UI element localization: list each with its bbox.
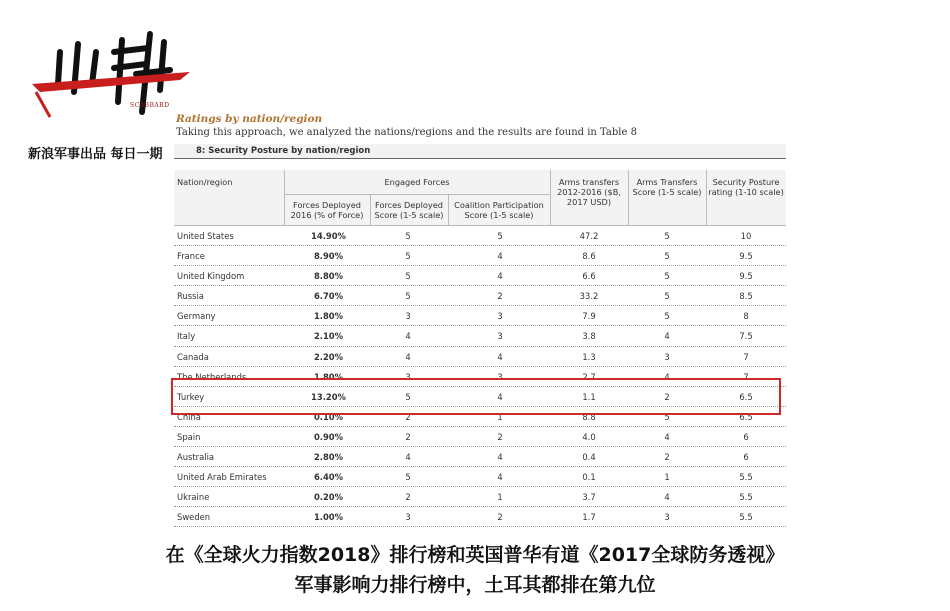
- table-cell: 5: [664, 411, 670, 422]
- table-cell: United Kingdom: [177, 271, 245, 282]
- table-cell: France: [177, 251, 205, 262]
- table-row: [174, 246, 786, 266]
- table-cell: 0.90%: [313, 431, 344, 442]
- table-row: [174, 286, 786, 306]
- table-cell: Turkey: [177, 391, 205, 402]
- table-cell: 5.5: [739, 512, 753, 523]
- table-cell: Sweden: [177, 512, 211, 523]
- table-caption: 8: Security Posture by nation/region: [196, 146, 371, 156]
- table-cell: 6.40%: [313, 472, 344, 483]
- header-nation: Nation/region: [177, 177, 233, 187]
- caption-rule: [174, 158, 786, 159]
- table-cell: 6: [743, 431, 749, 442]
- table-cell: 0.20%: [313, 492, 344, 503]
- table-cell: 1.80%: [313, 371, 344, 382]
- table-cell: 5: [405, 271, 411, 282]
- table-cell: 2: [664, 452, 670, 463]
- table-cell: 3: [405, 371, 411, 382]
- table-cell: 8.6: [582, 251, 596, 262]
- table-cell: 4: [405, 351, 411, 362]
- table-cell: 0.1: [582, 472, 596, 483]
- table-cell: 0.10%: [313, 411, 344, 422]
- table-cell: 6.5: [739, 391, 753, 402]
- table-cell: United States: [177, 231, 234, 241]
- table-cell: Ukraine: [177, 492, 210, 503]
- table-cell: 10: [740, 231, 752, 241]
- table-cell: 13.20%: [311, 391, 346, 402]
- table-cell: 3: [497, 331, 503, 342]
- table-cell: 5: [664, 311, 670, 322]
- table-cell: 6: [743, 452, 749, 463]
- table-cell: 3: [497, 371, 503, 382]
- table-cell: 1.3: [582, 351, 596, 362]
- table-cell: 2: [405, 431, 411, 442]
- table-cell: 4: [497, 271, 503, 282]
- table-cell: 2.20%: [313, 351, 344, 362]
- table-cell: 2.80%: [313, 452, 344, 463]
- table-cell: 5: [497, 231, 503, 241]
- table-body: [174, 226, 786, 527]
- table-cell: 4: [497, 391, 503, 402]
- header-forces-score: Forces Deployed Score (1-5 scale): [374, 200, 444, 220]
- table-cell: The Netherlands: [177, 371, 247, 382]
- table-cell: 4: [405, 452, 411, 463]
- table-cell: 1.80%: [313, 311, 344, 322]
- table-cell: Germany: [177, 311, 216, 322]
- table-cell: Canada: [177, 351, 209, 362]
- caption-line-2: 军事影响力排行榜中，土耳其都排在第九位: [294, 574, 656, 596]
- header-security-rating: Security Posture rating (1-10 scale): [708, 177, 784, 197]
- section-title: Ratings by nation/region: [176, 113, 323, 125]
- table-cell: 2: [497, 431, 503, 442]
- table-cell: 4: [497, 351, 503, 362]
- table-cell: 7.9: [582, 311, 596, 322]
- table-cell: 5: [405, 472, 411, 483]
- header-coalition: Coalition Participation Score (1-5 scale): [454, 200, 544, 220]
- table-cell: United Arab Emirates: [177, 472, 267, 483]
- header-arms-transfers: Arms transfers 2012-2016 ($B, 2017 USD): [557, 177, 621, 207]
- table-cell: 2.10%: [313, 331, 344, 342]
- table-cell: 3: [664, 512, 670, 523]
- table-cell: 4: [664, 492, 670, 503]
- table-cell: 33.2: [579, 291, 599, 302]
- table-cell: 47.2: [579, 231, 599, 241]
- table-cell: 4: [664, 371, 670, 382]
- table-cell: 4: [497, 251, 503, 262]
- table-cell: 2.7: [582, 371, 596, 382]
- table-row: [174, 226, 786, 246]
- table-cell: China: [177, 411, 201, 422]
- security-posture-table: [174, 170, 786, 527]
- table-cell: 8.80%: [313, 271, 344, 282]
- scabbard-logo: [30, 22, 200, 122]
- table-cell: 9.5: [739, 251, 753, 262]
- table-row: [174, 447, 786, 467]
- table-cell: 5: [664, 271, 670, 282]
- table-cell: 1.00%: [313, 512, 344, 523]
- table-cell: 8.5: [739, 291, 753, 302]
- table-cell: 5: [664, 291, 670, 302]
- table-cell: 4: [664, 431, 670, 442]
- table-cell: 2: [664, 391, 670, 402]
- table-cell: 1: [664, 472, 670, 483]
- table-cell: 1.7: [582, 512, 596, 523]
- table-cell: 5: [405, 391, 411, 402]
- table-row: [174, 507, 786, 527]
- table-header: [174, 170, 786, 226]
- table-cell: 7: [743, 351, 749, 362]
- table-cell: 1.1: [582, 391, 596, 402]
- table-cell: 8.8: [582, 411, 596, 422]
- table-cell: 5: [405, 231, 411, 241]
- table-cell: 3: [405, 512, 411, 523]
- table-row: [174, 467, 786, 487]
- table-row: [174, 266, 786, 286]
- caption-line-1: 在《全球火力指数2018》排行榜和英国普华有道《2017全球防务透视》: [165, 544, 785, 566]
- table-cell: 7: [743, 371, 749, 382]
- table-cell: 2: [497, 512, 503, 523]
- table-cell: 5: [664, 231, 670, 241]
- table-cell: 4: [664, 331, 670, 342]
- table-cell: 2: [497, 291, 503, 302]
- table-cell: 9.5: [739, 271, 753, 282]
- table-cell: 5: [664, 251, 670, 262]
- table-cell: 5.5: [739, 472, 753, 483]
- table-cell: 0.4: [582, 452, 596, 463]
- table-cell: 6.6: [582, 271, 596, 282]
- table-cell: Australia: [177, 452, 215, 463]
- table-cell: 3: [405, 311, 411, 322]
- table-row: [174, 427, 786, 447]
- table-cell: 4: [497, 472, 503, 483]
- table-cell: 6.5: [739, 411, 753, 422]
- table-cell: 1: [497, 411, 503, 422]
- table-cell: 3: [497, 311, 503, 322]
- logo-subtitle: SCABBARD: [130, 102, 170, 109]
- table-cell: 4: [405, 331, 411, 342]
- table-cell: 8.90%: [313, 251, 344, 262]
- table-cell: 7.5: [739, 331, 753, 342]
- highlight-box: [171, 378, 781, 415]
- table-cell: 4.0: [582, 431, 596, 442]
- table-cell: 2: [405, 492, 411, 503]
- table-cell: 6.70%: [313, 291, 344, 302]
- table-row: [174, 347, 786, 367]
- table-cell: Italy: [177, 331, 196, 342]
- table-cell: 8: [743, 311, 749, 322]
- table-row: [174, 326, 786, 346]
- header-engaged-forces: Engaged Forces: [384, 177, 450, 187]
- header-forces-deployed: Forces Deployed 2016 (% of Force): [290, 200, 364, 220]
- intro-text: Taking this approach, we analyzed the nations/regions and the results are found in Table 8: [176, 127, 637, 138]
- table-cell: 14.90%: [311, 231, 346, 241]
- table-cell: 1: [497, 492, 503, 503]
- table-cell: 5.5: [739, 492, 753, 503]
- table-cell: 3.7: [582, 492, 596, 503]
- table-cell: 2: [405, 411, 411, 422]
- table-cell: 3: [664, 351, 670, 362]
- table-cell: 3.8: [582, 331, 596, 342]
- table-cell: Spain: [177, 431, 201, 442]
- brand-tagline: 新浪军事出品 每日一期: [28, 147, 163, 162]
- table-row: [174, 306, 786, 326]
- table-cell: 5: [405, 291, 411, 302]
- table-row: [174, 487, 786, 507]
- table-cell: Russia: [177, 291, 204, 302]
- table-cell: 4: [497, 452, 503, 463]
- header-arms-score: Arms Transfers Score (1-5 scale): [632, 177, 702, 197]
- table-cell: 5: [405, 251, 411, 262]
